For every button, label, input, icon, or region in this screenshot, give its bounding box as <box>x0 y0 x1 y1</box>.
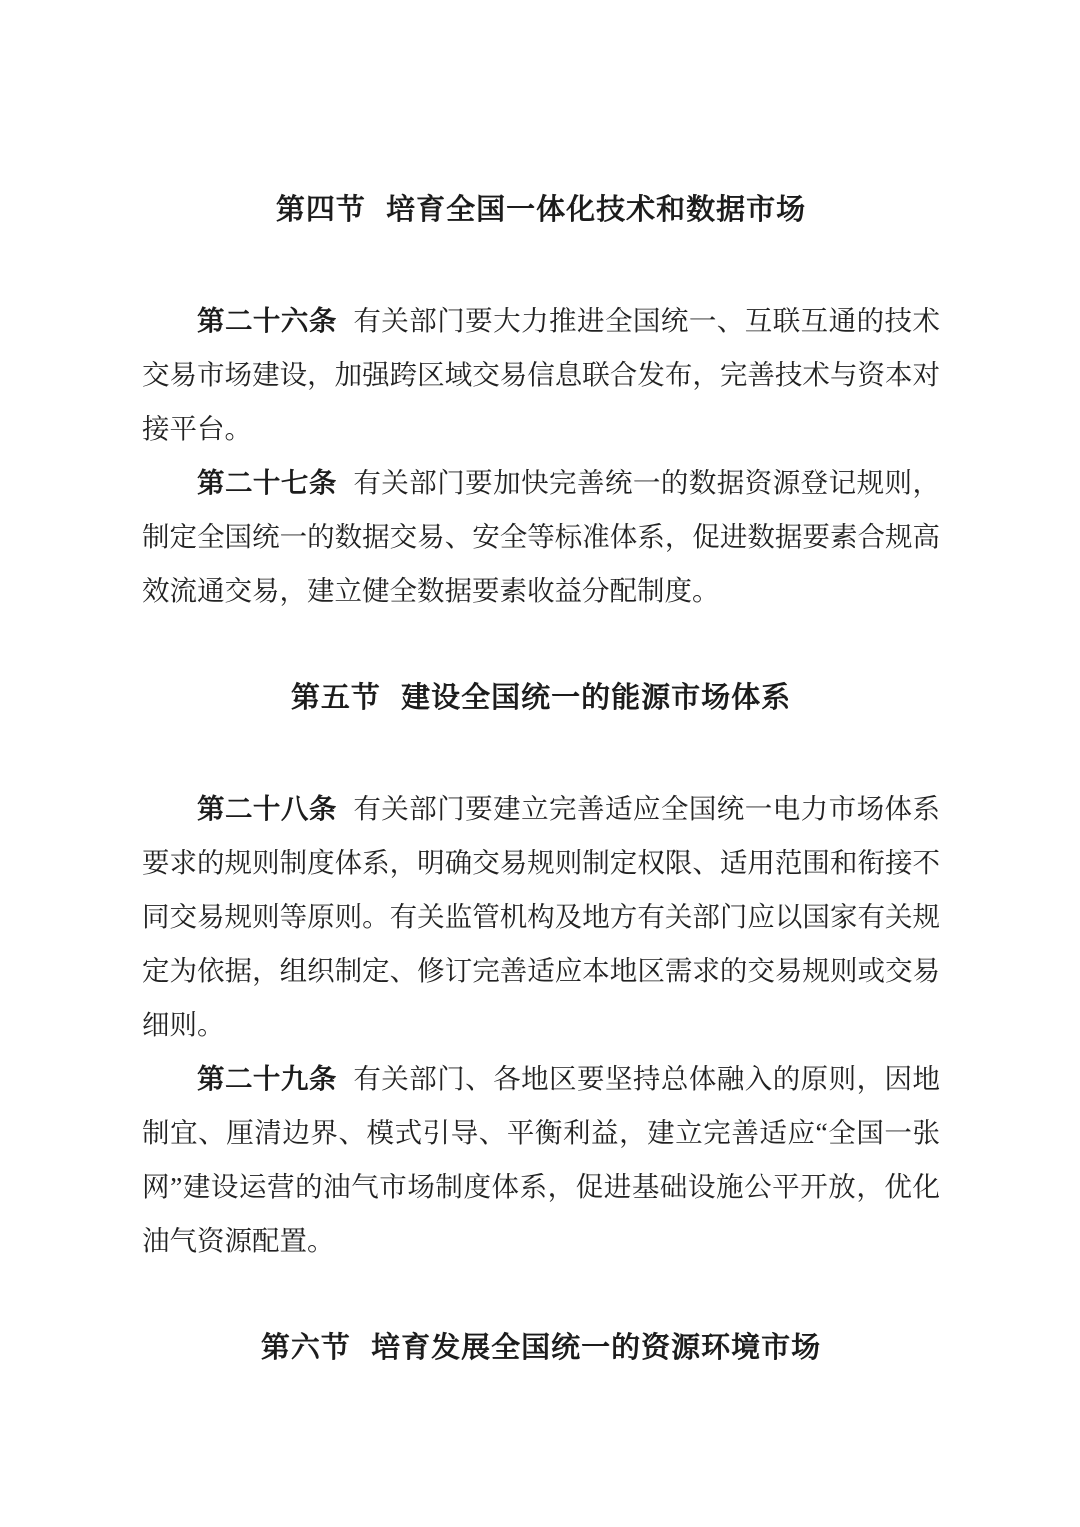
article-29 <box>142 1052 940 1268</box>
section-title: 培育发展全国统一的资源环境市场 <box>371 1332 822 1364</box>
section-number: 第五节 <box>290 682 381 714</box>
article-27 <box>142 456 940 618</box>
section-title: 建设全国统一的能源市场体系 <box>401 682 792 714</box>
section-heading-5 <box>142 680 940 716</box>
document-content <box>142 192 940 1366</box>
section-heading-4 <box>142 192 940 228</box>
article-number: 第二十九条 <box>197 1063 337 1094</box>
article-28 <box>142 782 940 1052</box>
section-number: 第四节 <box>275 194 366 226</box>
article-text: 有关部门要加快完善统一的数据资源登记规则，制定全国统一的数据交易、安全等标准体系，促进数据要素合规高效流通交易，建立健全数据要素收益分配制度。 <box>142 467 941 606</box>
article-26 <box>142 294 940 456</box>
section-title: 培育全国一体化技术和数据市场 <box>386 194 807 226</box>
article-text: 有关部门要建立完善适应全国统一电力市场体系要求的规则制度体系，明确交易规则制定权限、适用范围和衔接不同交易规则等原则。有关监管机构及地方有关部门应以国家有关规定为依据，组织制定、修订完善适应本地区需求的交易规则或交易细则。 <box>142 793 941 1040</box>
section-heading-6 <box>142 1330 940 1366</box>
article-text: 有关部门、各地区要坚持总体融入的原则，因地制宜、厘清边界、模式引导、平衡利益，建立完善适应“全国一张网”建设运营的油气市场制度体系，促进基础设施公平开放，优化油气资源配置。 <box>142 1063 941 1256</box>
article-text: 有关部门要大力推进全国统一、互联互通的技术交易市场建设，加强跨区域交易信息联合发布，完善技术与资本对接平台。 <box>142 305 941 444</box>
section-number: 第六节 <box>260 1332 351 1364</box>
article-number: 第二十六条 <box>197 305 337 336</box>
article-number: 第二十七条 <box>197 467 337 498</box>
article-number: 第二十八条 <box>197 793 337 824</box>
